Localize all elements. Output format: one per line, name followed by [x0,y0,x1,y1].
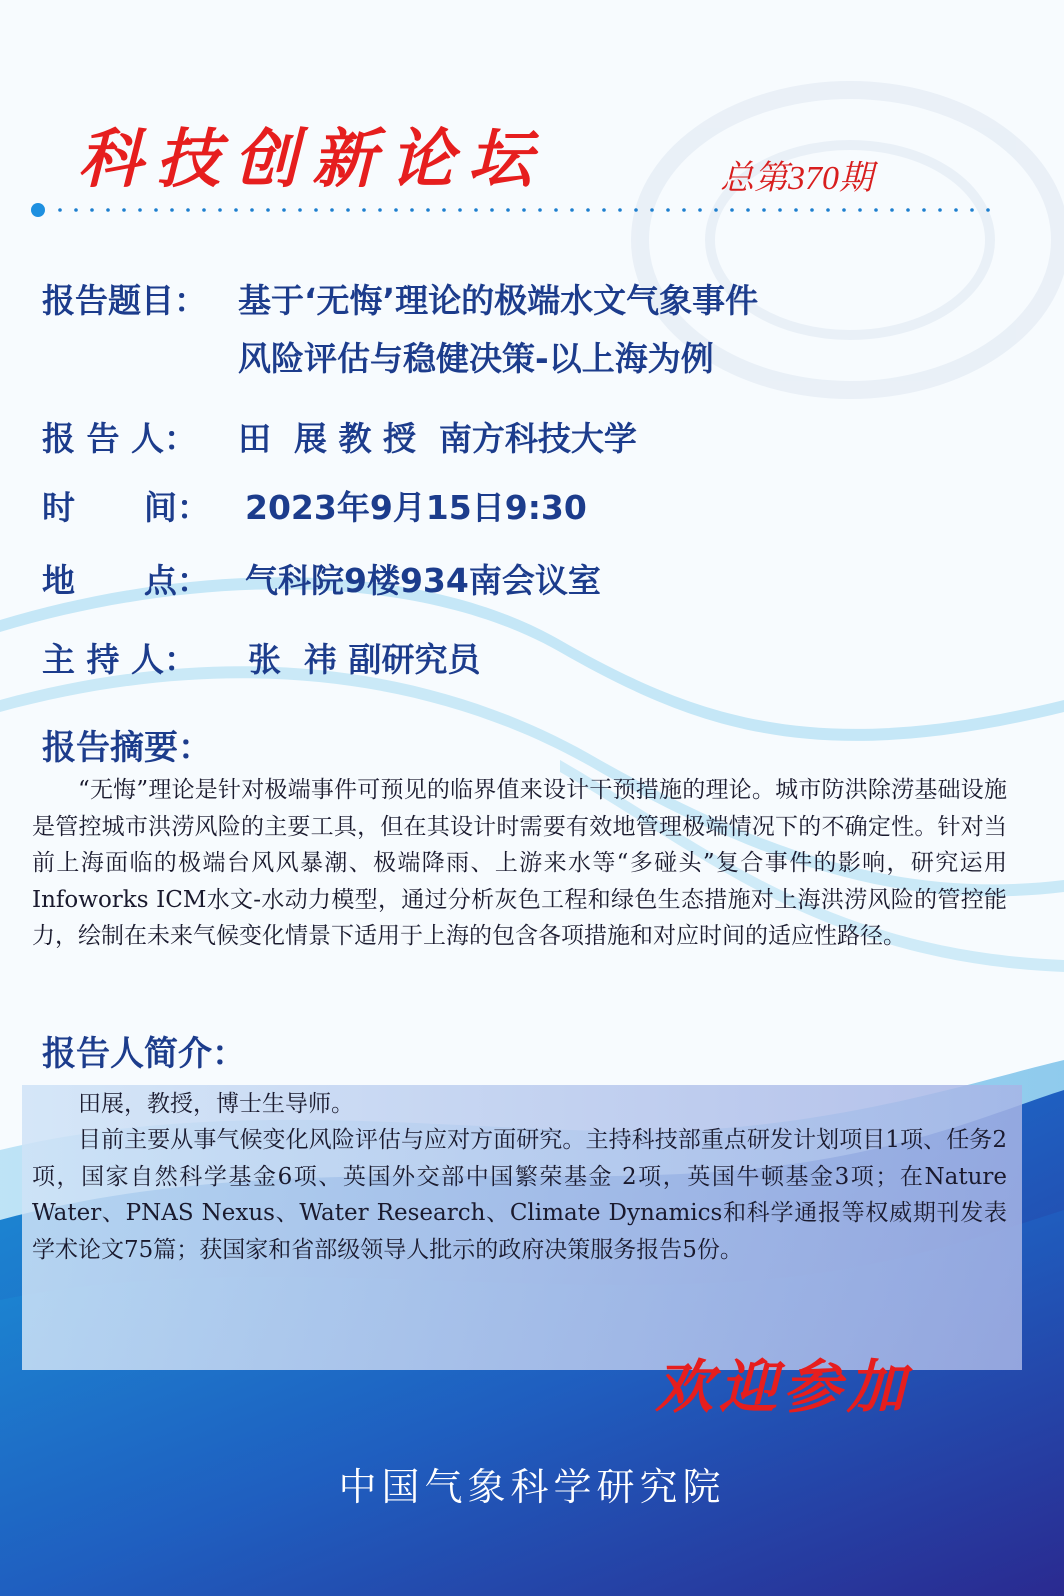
info-value-time: 2023年9月15日9:30 [245,488,587,527]
issue-number: 总第370期 [720,160,873,197]
info-value-host: 张 祎 副研究员 [248,640,481,679]
info-value-topic-line2: 风险评估与稳健决策-以上海为例 [238,339,714,378]
divider-dot [746,208,750,212]
divider-dot [762,208,766,212]
abstract-text: “无悔”理论是针对极端事件可预见的临界值来设计干预措施的理论。城市防洪除涝基础设施是管控城市洪涝风险的主要工具，但在其设计时需要有效地管理极端情况下的不确定性。针对当前上海面临的极端台风风暴潮、极端降雨、上游来水等“多碰头”复合事件的影响，研究运用Infoworks ICM水文-水动力模型，通过分析灰色工程和绿色生态措施对上海洪涝风险的管控能力，绘制在未来气候变化情景下适用于上海的包含各项措施和对应时间的适应性路径。 [32,777,1007,949]
divider-dot [506,208,510,212]
divider-dot [458,208,462,212]
divider-dot [810,208,814,212]
divider-dot [154,208,158,212]
divider-dot [922,208,926,212]
divider-dot [730,208,734,212]
divider-dot [74,208,78,212]
forum-title: 科技创新论坛 [78,122,546,197]
divider-dot [938,208,942,212]
divider-dot [826,208,830,212]
bio-text: 目前主要从事气候变化风险评估与应对方面研究。主持科技部重点研发计划项目1项、任务2项，国家自然科学基金6项、英国外交部中国繁荣基金 2项，英国牛顿基金3项；在Nature Water、PNAS Nexus、Water Research、Climate Dynamics和科学通报等权威期刊发表学术论文75篇；获国家和省部级领导人批示的政府决策服务报告5份。 [32,1127,1007,1263]
divider-dot [794,208,798,212]
divider-dot [602,208,606,212]
divider-dot [90,208,94,212]
bio-heading: 报告人简介： [42,1034,246,1074]
divider-dot [618,208,622,212]
divider-dot [842,208,846,212]
divider-dot [570,208,574,212]
divider-dot [874,208,878,212]
divider-dot [250,208,254,212]
divider-dot [474,208,478,212]
divider-dot [906,208,910,212]
info-value-topic-line1: 基于‘无悔’理论的极端水文气象事件 [238,281,759,320]
dotted-divider [30,203,1000,217]
info-label-speaker: 报 告 人： [42,419,197,458]
divider-dot [858,208,862,212]
abstract-heading: 报告摘要： [42,728,212,768]
welcome-text: 欢迎参加 [655,1353,912,1421]
divider-dot [698,208,702,212]
divider-dot [954,208,958,212]
info-value-speaker: 田 展 教 授 南方科技大学 [238,419,637,458]
divider-dot [298,208,302,212]
divider-dot [170,208,174,212]
institution-name: 中国气象科学研究院 [338,1465,726,1509]
divider-dot [330,208,334,212]
info-value-location: 气科院9楼934南会议室 [245,561,601,600]
divider-dot [442,208,446,212]
divider-dot [122,208,126,212]
divider-dot [650,208,654,212]
divider-dot [202,208,206,212]
divider-dot [394,208,398,212]
divider-dot [106,208,110,212]
divider-dot [58,208,62,212]
divider-dot [666,208,670,212]
divider-dot [554,208,558,212]
info-label-time: 时 间： [42,488,210,527]
divider-dot [490,208,494,212]
divider-dot [714,208,718,212]
divider-dot [538,208,542,212]
divider-dot [218,208,222,212]
divider-dot [778,208,782,212]
divider-dot [410,208,414,212]
divider-dot [634,208,638,212]
divider-dot [682,208,686,212]
info-label-location: 地 点： [42,561,210,600]
divider-dot [986,208,990,212]
divider-dot [266,208,270,212]
divider-dot [970,208,974,212]
divider-dot [234,208,238,212]
divider-dot [522,208,526,212]
divider-dot [586,208,590,212]
divider-dot [378,208,382,212]
bio-line-1: 田展，教授，博士生导师。 [78,1091,354,1117]
divider-dot [138,208,142,212]
divider-dot [890,208,894,212]
divider-dot [282,208,286,212]
divider-dot [362,208,366,212]
info-label-topic: 报告题目： [42,281,207,320]
info-label-host: 主 持 人： [42,640,197,679]
divider-dot [186,208,190,212]
divider-dot [346,208,350,212]
divider-dot [314,208,318,212]
divider-dot [426,208,430,212]
